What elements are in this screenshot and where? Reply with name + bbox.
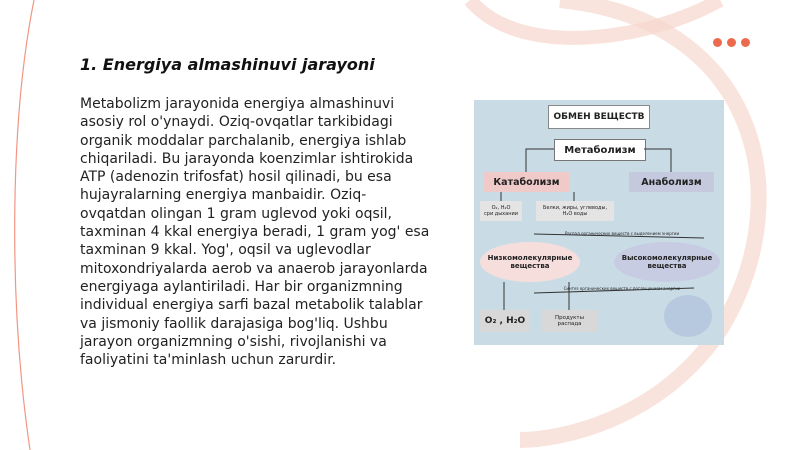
menu-dots: [713, 38, 750, 47]
slide-title: 1. Energiya almashinuvi jarayoni: [80, 55, 375, 74]
dot-icon: [727, 38, 736, 47]
diagram-decay-products: Продукты распада: [542, 310, 597, 332]
doctor-illustration: [664, 295, 712, 337]
diagram-header: ОБМЕН ВЕЩЕСТВ: [548, 105, 650, 129]
diagram-high-molecular: Высокомолекулярные вещества: [614, 242, 720, 282]
diagram-metabolism: Метаболизм: [554, 139, 646, 161]
diagram-anabolism: Анаболизм: [629, 172, 714, 192]
diagram-arrow-top-text: Распад органических веществ с выделением энергии: [564, 230, 680, 236]
left-curve-line: [15, 0, 34, 450]
diagram-small-mid: Белки, жиры, углеводы, H₂O воды: [536, 201, 614, 221]
diagram-small-left: O₂, H₂O сри дыхании: [480, 201, 522, 221]
diagram-catabolism: Катаболизм: [484, 172, 569, 192]
diagram-low-molecular: Низкомолекулярные вещества: [480, 242, 580, 282]
diagram-o2-h2o: O₂ , H₂O: [480, 310, 530, 332]
diagram-arrow-bottom-text: Синтез органических веществ с поглощением энергии: [563, 285, 681, 291]
dot-icon: [713, 38, 722, 47]
dot-icon: [741, 38, 750, 47]
slide-body-text: Metabolizm jarayonida energiya almashinuvi asosiy rol o'ynaydi. Oziq-ovqatlar tarkibidagi organik moddalar parchalanib, energiya ishlab chiqariladi. Bu jarayonda koenzimlar ishtirokida ATP (adenozin trifosfat) hosil qilinadi, bu esa hujayralarning energiya manbaidir. Oziq-ovqatdan olingan 1 gram uglevod yoki oqsil, taxminan 4 kkal energiya beradi, 1 gram yog' esa taxminan 9 kkal. Yog', oqsil va uglevodlar mitoxondriyalarda aerob va anaerob jarayonlarda energiyaga aylantiriladi. Har bir organizmning individual energiya sarfi bazal metabolik talablar va jismoniy faollik darajasiga bog'liq. Ushbu jarayon organizmning o'sishi, rivojlanishi va faoliyatini ta'minlash uchun zarurdir.: [80, 96, 430, 369]
metabolism-diagram: [474, 100, 724, 345]
